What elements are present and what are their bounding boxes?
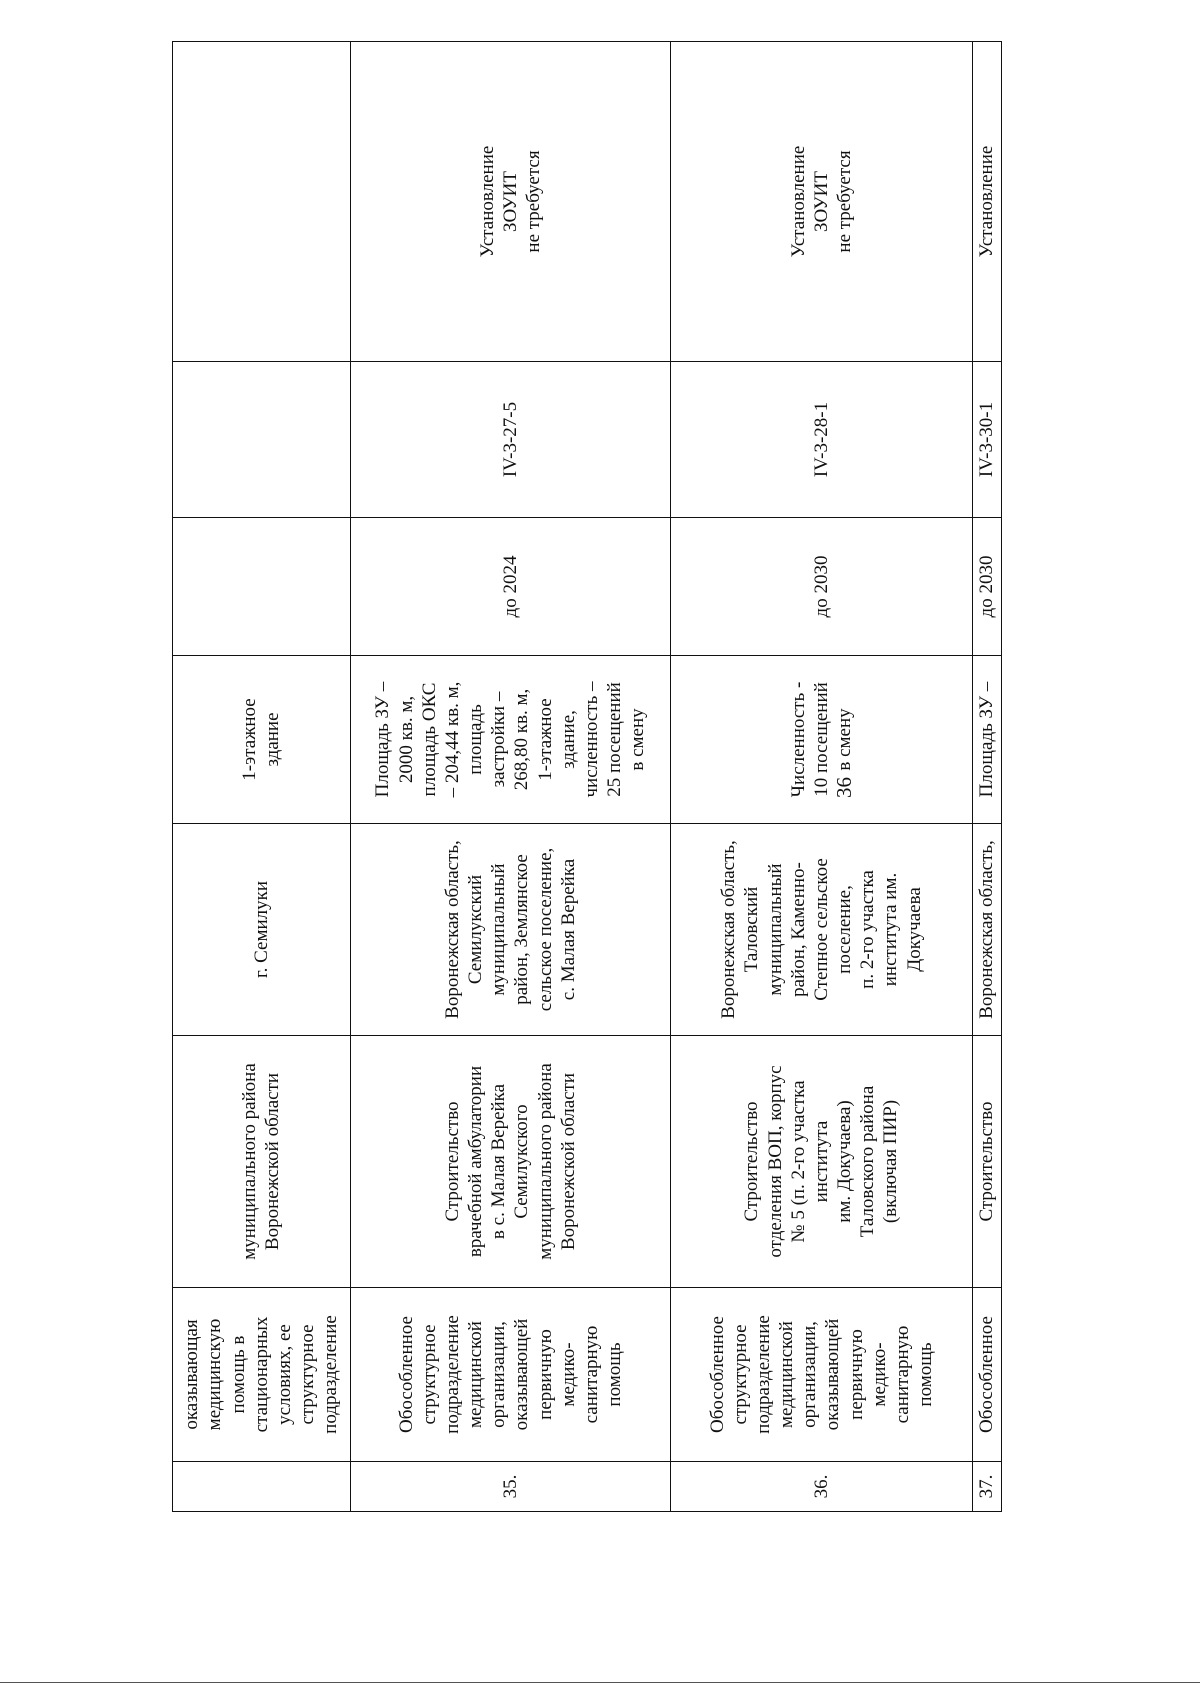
object-zone-id: IV-3-27-5 [350, 362, 670, 518]
table-row [671, 42, 973, 1512]
object-type: оказывающая медицинскую помощь в стационарных условиях, ее структурное подразделение [173, 1288, 351, 1462]
object-type: Обособленное структурное подразделение медицинской организации, оказывающей первичную медико- санитарную помощь [671, 1288, 973, 1462]
row-number: 35. [350, 1462, 670, 1512]
object-period: до 2030 [972, 518, 1001, 656]
object-name: Строительство [972, 1036, 1001, 1288]
object-zouit: Установление [972, 42, 1001, 362]
object-zouit: Установление ЗОУИТ не требуется [350, 42, 670, 362]
object-type: Обособленное [972, 1288, 1001, 1462]
object-zone-id: IV-3-28-1 [671, 362, 973, 518]
table-row [173, 42, 351, 1512]
page-number: 36 [832, 777, 856, 798]
object-characteristics: Площадь ЗУ – [972, 656, 1001, 824]
object-name: муниципального района Воронежской области [173, 1036, 351, 1288]
document-table [172, 41, 1002, 1512]
object-name: Строительство врачебной амбулатории в с. Малая Верейка Семилукского муниципального района Воронежской области [350, 1036, 670, 1288]
object-location: г. Семилуки [173, 824, 351, 1036]
object-period [173, 518, 351, 656]
object-name: Строительство отделения ВОП, корпус № 5 (п. 2-го участка института им. Докучаева) Таловского района (включая ПИР) [671, 1036, 973, 1288]
object-location: Воронежская область, Семилукский муниципальный район, Землянское сельское поселение, с. Малая Верейка [350, 824, 670, 1036]
object-characteristics: Площадь ЗУ – 2000 кв. м, площадь ОКС – 204,44 кв. м, площадь застройки – 268,80 кв. м, 1-этажное здание, численность – 25 посещений в смену [350, 656, 670, 824]
object-zone-id [173, 362, 351, 518]
object-characteristics: Численность - 10 посещений в смену [671, 656, 973, 824]
object-zouit [173, 42, 351, 362]
object-location: Воронежская область, [972, 824, 1001, 1036]
bottom-scan-line [0, 1682, 1200, 1683]
table-row [350, 42, 670, 1512]
object-zouit: Установление ЗОУИТ не требуется [671, 42, 973, 362]
object-period: до 2030 [671, 518, 973, 656]
row-number: 37. [972, 1462, 1001, 1512]
rotated-table-wrapper [172, 42, 1002, 1512]
row-number: 36. [671, 1462, 973, 1512]
object-type: Обособленное структурное подразделение медицинской организации, оказывающей первичную медико- санитарную помощь [350, 1288, 670, 1462]
object-zone-id: IV-3-30-1 [972, 362, 1001, 518]
object-location: Воронежская область, Таловский муниципальный район, Каменно- Степное сельское поселение, п. 2-го участка института им. Докучаева [671, 824, 973, 1036]
table-row [972, 42, 1001, 1512]
object-characteristics: 1-этажное здание [173, 656, 351, 824]
object-period: до 2024 [350, 518, 670, 656]
row-number [173, 1462, 351, 1512]
